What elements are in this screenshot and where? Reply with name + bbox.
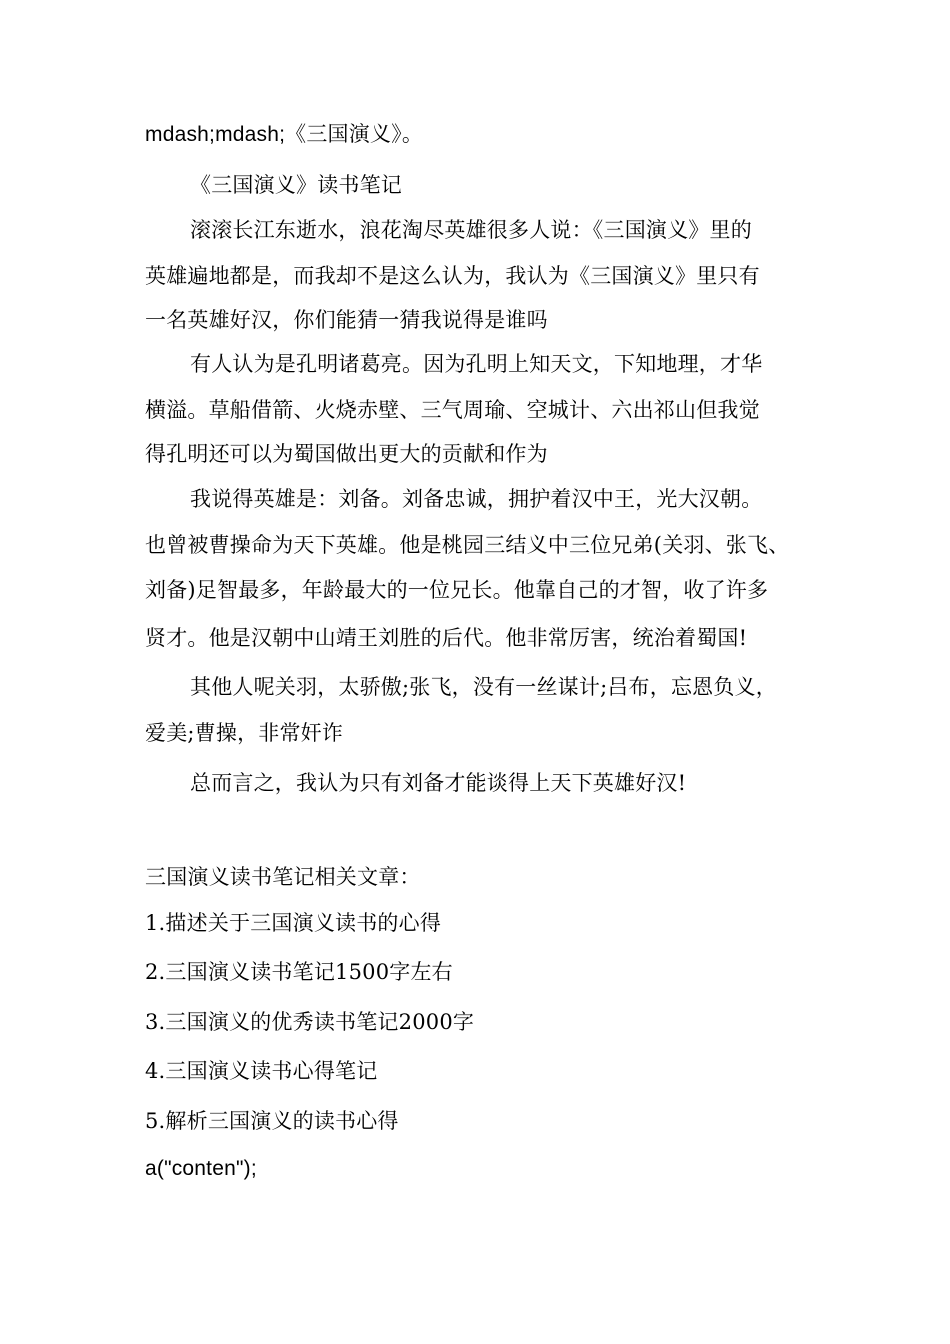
related-article-4[interactable]: 4.三国演义读书心得笔记 (145, 1059, 378, 1083)
paragraph-5-line-1: 总而言之，我认为只有刘备才能谈得上天下英雄好汉! (190, 771, 687, 795)
paragraph-3-line-4: 贤才。他是汉朝中山靖王刘胜的后代。他非常厉害，统治着蜀国! (145, 626, 748, 650)
paragraph-2-line-2: 横溢。草船借箭、火烧赤壁、三气周瑜、空城计、六出祁山但我觉 (145, 398, 760, 422)
related-article-5[interactable]: 5.解析三国演义的读书心得 (145, 1109, 399, 1133)
paragraph-1-line-1: 滚滚长江东逝水，浪花淘尽英雄很多人说：《三国演义》里的 (190, 218, 752, 242)
top-fragment: mdash;mdash;《三国演义》。 (145, 123, 424, 146)
related-article-2[interactable]: 2.三国演义读书笔记1500字左右 (145, 960, 453, 984)
paragraph-2-line-1: 有人认为是孔明诸葛亮。因为孔明上知天文，下知地理，才华 (190, 352, 763, 376)
related-article-3[interactable]: 3.三国演义的优秀读书笔记2000字 (145, 1010, 475, 1034)
paragraph-4-line-2: 爱美;曹操，非常奸诈 (145, 721, 344, 745)
related-heading: 三国演义读书笔记相关文章： (145, 865, 421, 889)
paragraph-3-line-3: 刘备)足智最多，年龄最大的一位兄长。他靠自己的才智，收了许多 (145, 578, 769, 602)
paragraph-1-line-3: 一名英雄好汉，你们能猜一猜我说得是谁吗 (145, 308, 548, 332)
paragraph-3-line-2: 也曾被曹操命为天下英雄。他是桃园三结义中三位兄弟(关羽、张飞、 (145, 533, 790, 557)
paragraph-2-line-3: 得孔明还可以为蜀国做出更大的贡献和作为 (145, 442, 548, 466)
related-article-1[interactable]: 1.描述关于三国演义读书的心得 (145, 911, 442, 935)
paragraph-4-line-1: 其他人呢关羽，太骄傲;张飞，没有一丝谋计;吕布，忘恩负义， (190, 675, 777, 699)
article-title: 《三国演义》读书笔记 (190, 173, 402, 197)
bottom-fragment: a("conten"); (145, 1157, 257, 1180)
paragraph-1-line-2: 英雄遍地都是，而我却不是这么认为，我认为《三国演义》里只有 (145, 264, 760, 288)
paragraph-3-line-1: 我说得英雄是：刘备。刘备忠诚，拥护着汉中王，光大汉朝。 (190, 487, 763, 511)
